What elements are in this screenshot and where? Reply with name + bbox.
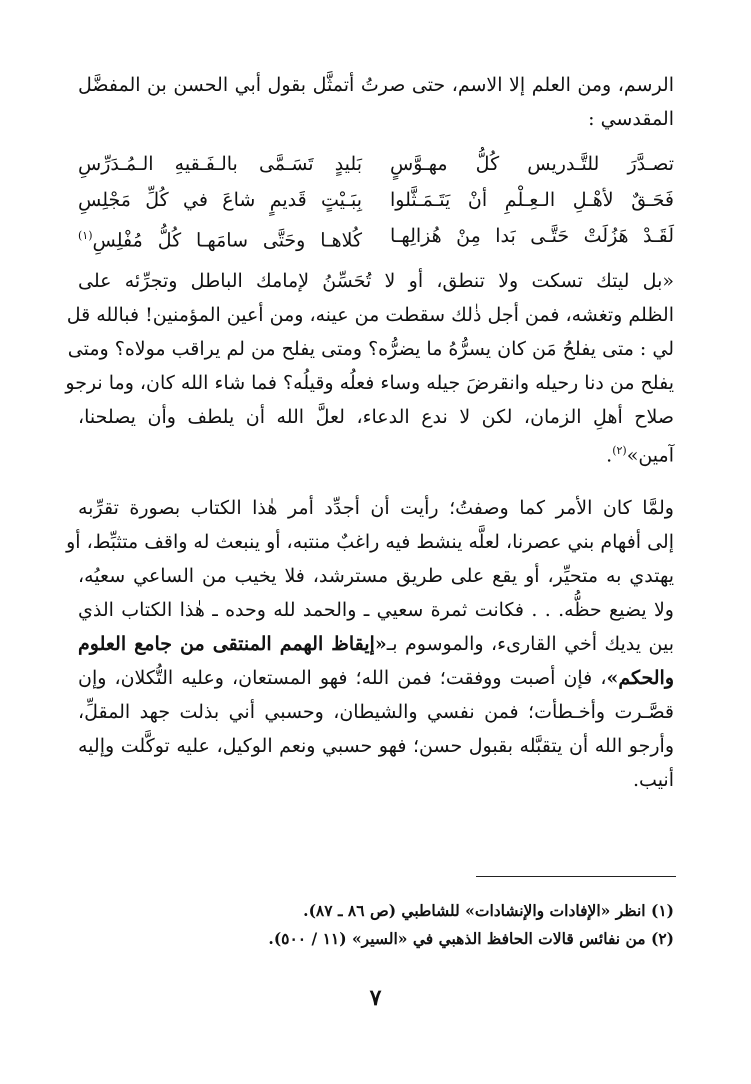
quote-end-text: آمين» — [626, 444, 674, 467]
footnote-divider — [476, 876, 676, 877]
poem-verse — [78, 146, 674, 182]
footnote: (٢) من نفائس قالات الحافظ الذهبي في «السير» (١١ / ٥٠٠). — [268, 929, 674, 948]
paragraph-text: ، فإن أصبت ووفقت؛ فمن الله؛ فهو المستعان، وعليه التُّكلان، وإن — [78, 666, 607, 689]
book-title-bold: والحكم» — [606, 666, 674, 689]
verse-second-hemistich: بِبَـيْتٍ قَديمٍ شاعَ في كُلِّ مَجْلِسِ — [78, 189, 362, 211]
intro-line: الرسم، ومن العلم إلا الاسم، حتى صرتُ أتمثَّل بقول أبي الحسن بن المفضَّل — [78, 74, 674, 96]
poem-verse — [78, 218, 674, 258]
quote-line: لي : متى يفلحُ مَن كان يسرُّهُ ما يضرُّه؟ ومتى يفلح من لم يراقب مولاه؟ ومتى — [67, 338, 674, 361]
paragraph-line: قصَّـرت وأخـطأت؛ فمن نفسي والشيطان، وحسبي أني بذلت جهد المقلِّ، — [78, 700, 674, 723]
footnotes — [180, 897, 674, 953]
quote-line: صلاح أهلِ الزمان، لكن لا ندع الدعاء، لعلَّ الله أن يلطف وأن يصلحنا، — [78, 406, 674, 429]
book-title-bold: «إيقاظ الهمم المنتقى من جامع العلوم — [78, 632, 387, 655]
poem-verse — [78, 182, 674, 218]
quote-end-line — [78, 434, 674, 472]
paragraph-line: وأرجو الله أن يتقبَّله بقبول حسن؛ فهو حسبي ونعم الوكيل، عليه توكَّلت وإليه — [78, 734, 674, 757]
quote-line: «بل ليتك تسكت ولا تنطق، أو لا تُحَسِّنُ لإمامك الباطل وتجرِّئه على — [78, 270, 674, 293]
body-paragraph — [66, 491, 674, 797]
quote-paragraph — [65, 264, 674, 472]
paragraph-line — [78, 627, 674, 661]
verse-second-hemistich — [78, 218, 362, 258]
intro-line: المقدسي : — [588, 108, 674, 130]
poem — [78, 146, 674, 258]
footnote: (١) انظر «الإفادات والإنشادات» للشاطبي (ص ٨٦ ـ ٨٧). — [303, 901, 674, 920]
paragraph-text: بين يديك أخي القارىء، والموسوم بـ — [386, 632, 674, 655]
quote-end-period: . — [606, 444, 613, 467]
main-text — [65, 68, 674, 797]
quote-line: يفلح من دنا رحيله وانقرضَ جيله وساء فعلُه وقيلُه؟ فما شاء الله كان، وما نرجو — [65, 372, 674, 395]
paragraph-line: ولمَّا كان الأمر كما وصفتُ؛ رأيت أن أجدِّد أمر هٰذا الكتاب بصورة تقرِّبه — [78, 496, 674, 519]
verse-first-hemistich: تصـدَّرَ للتَّـدريس كُلُّ مهـوَّسٍ — [390, 153, 674, 175]
quote-line: الظلم وتغشه، فمن أجل ذٰلك سقطت من عينه، ومن أعين المؤمنين! فبالله قل — [66, 304, 674, 327]
footnote-marker: (٢) — [612, 444, 627, 458]
verse-second-hemistich-text: كُلاهـا وحَتَّى سامَهـا كُلُّ مُفْلِسِ — [92, 229, 362, 252]
paragraph-line: إلى أفهام بني عصرنا، لعلَّه ينشط فيه راغبٌ منتبه، أو ينبعث له واقف متثبِّط، أو — [66, 530, 674, 553]
verse-first-hemistich: لَقَـدْ هَزُلَتْ حَتَّـى بَدا مِنْ هُزالِهـا — [390, 225, 674, 247]
paragraph-line — [78, 661, 674, 695]
page-number: ٧ — [369, 985, 382, 1011]
paragraph-line: يهتدي به متحيِّر، أو يقع على طريق مسترشد، فلا يخيب من الساعي سعيُه، — [78, 564, 674, 587]
paragraph-line: أنيب. — [633, 768, 674, 791]
paragraph-line: ولا يضيع حظُّه. . . فكانت ثمرة سعيي ـ والحمد لله وحده ـ هٰذا الكتاب الذي — [78, 598, 674, 621]
verse-first-hemistich: فَحَـقٌ لأهْـلِ الـعِـلْمِ أنْ يَتَـمَـثَّلوا — [390, 189, 674, 211]
verse-second-hemistich: بَليدٍ تَسَـمَّى بالـفَـقيهِ الـمُـدَرِّسِ — [78, 153, 362, 175]
footnote-marker: (١) — [78, 229, 93, 242]
